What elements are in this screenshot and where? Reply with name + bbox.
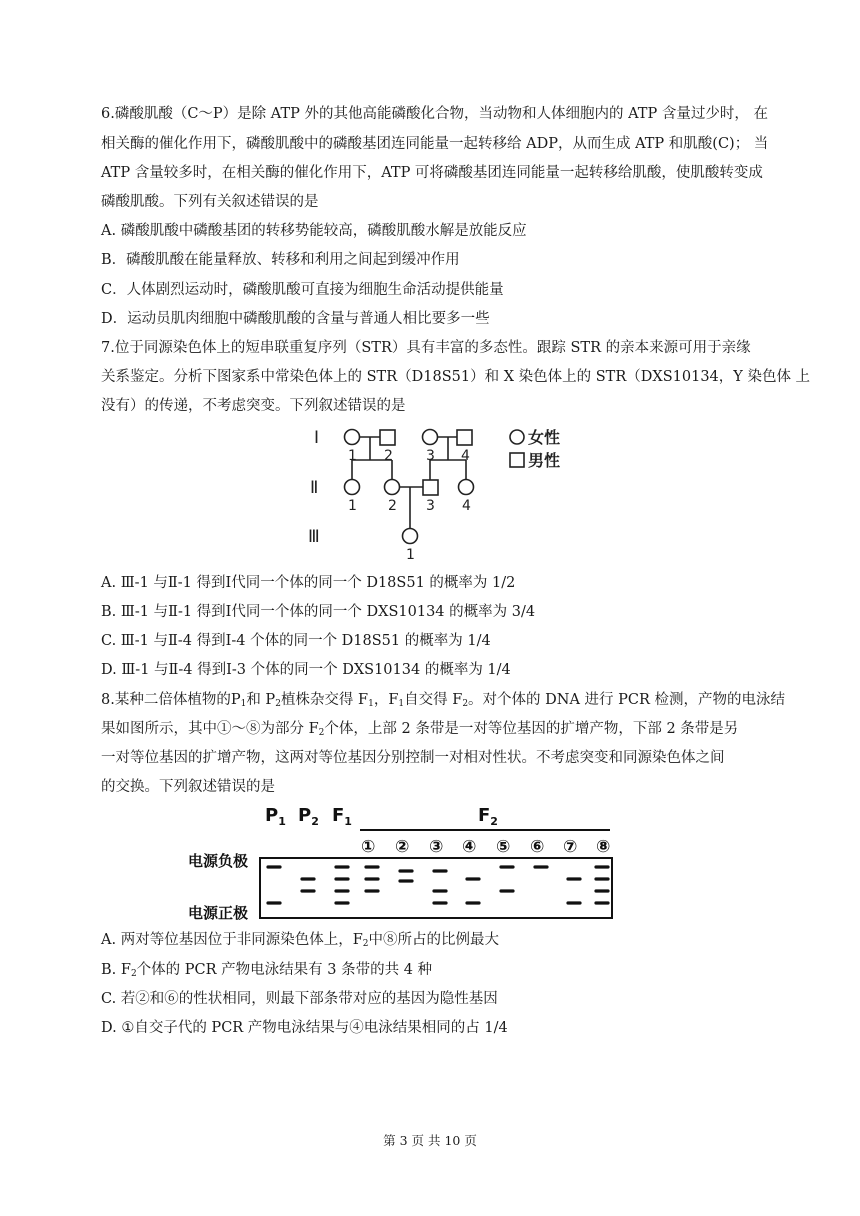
pedigree-female-I-1	[345, 430, 360, 445]
gel-label-p1: $P_1$	[265, 805, 286, 828]
legend-male-icon	[510, 453, 524, 467]
page-footer: 第 3 页 共 10 页	[383, 1133, 477, 1148]
gen1-num-3: 3	[426, 448, 435, 464]
q6-option-c: C．人体剧烈运动时，磷酸肌酸可直接为细胞生命活动提供能量	[101, 282, 504, 298]
q6-stem-line-3: ATP 含量较多时，在相关酶的催化作用下，ATP 可将磷酸基团连同能量一起转移给肌酸，使肌酸转变成	[101, 165, 763, 181]
lane-label-3: ③	[429, 837, 444, 857]
q8-stem-line-4: 的交换。下列叙述错误的是	[101, 779, 275, 795]
q6-option-d: D．运动员肌肉细胞中磷酸肌酸的含量与普通人相比要多一些	[101, 311, 490, 327]
gen1-num-4: 4	[461, 448, 470, 464]
neg-pole-label: 电源负极	[188, 852, 249, 870]
q6-option-a: A. 磷酸肌酸中磷酸基团的转移势能较高，磷酸肌酸水解是放能反应	[101, 223, 527, 239]
q7-stem-line-2: 关系鉴定。分析下图家系中常染色体上的 STR（D18S51）和 X 染色体上的 STR（DXS10134，Y 染色体 上	[101, 369, 811, 385]
gen-label-2: Ⅱ	[310, 478, 319, 498]
gel-diagram	[180, 800, 620, 925]
q7-option-c: C. Ⅲ-1 与Ⅱ-4 得到Ⅰ-4 个体的同一个 D18S51 的概率为 1/4	[101, 633, 491, 649]
gel-frame	[260, 858, 612, 918]
pedigree-male-II-3	[423, 480, 438, 495]
q7-option-a: A. Ⅲ-1 与Ⅱ-1 得到Ⅰ代同一个体的同一个 D18S51 的概率为 1/2	[101, 575, 516, 591]
lane-label-7: ⑦	[563, 837, 578, 857]
gen2-num-4: 4	[462, 498, 471, 514]
pedigree-female-I-3	[423, 430, 438, 445]
pos-pole-label: 电源正极	[188, 904, 249, 922]
gen-label-1: Ⅰ	[314, 428, 320, 448]
q8-stem-line-1: 8.某种二倍体植物的$P_1$和 $P_2$植株杂交得 $F_1$，$F_1$自交得 $F_2$。对个体的 DNA 进行 PCR 检测，产物的电泳结	[101, 692, 786, 709]
pedigree-female-III-1	[403, 529, 418, 544]
q8-option-d: D. ①自交子代的 PCR 产物电泳结果与④电泳结果相同的占 1/4	[101, 1020, 508, 1036]
lane-label-4: ④	[462, 837, 477, 857]
gel-label-f1: $F_1$	[332, 805, 352, 828]
q8-stem-line-3: 一对等位基因的扩增产物，这两对等位基因分别控制一对相对性状。不考虑突变和同源染色体之间	[101, 750, 725, 766]
lane-label-2: ②	[395, 837, 410, 857]
pedigree-female-II-2	[385, 480, 400, 495]
q7-option-b: B. Ⅲ-1 与Ⅱ-1 得到Ⅰ代同一个体的同一个 DXS10134 的概率为 3/4	[101, 604, 536, 620]
pedigree-diagram	[300, 420, 580, 565]
pedigree-female-II-1	[345, 480, 360, 495]
gen-label-3: Ⅲ	[308, 527, 320, 547]
gel-label-f2: $F_2$	[478, 805, 498, 828]
lane-label-6: ⑥	[530, 837, 545, 857]
legend-male-label: 男性	[528, 451, 561, 470]
gen2-num-3: 3	[426, 498, 435, 514]
gel-label-p2: $P_2$	[298, 805, 319, 828]
gen1-num-2: 2	[384, 448, 393, 464]
legend-female-label: 女性	[528, 428, 561, 447]
lane-label-5: ⑤	[496, 837, 511, 857]
gen1-num-1: 1	[348, 448, 357, 464]
q7-option-d: D. Ⅲ-1 与Ⅱ-4 得到Ⅰ-3 个体的同一个 DXS10134 的概率为 1/4	[101, 662, 511, 678]
q6-stem-line-2: 相关酶的催化作用下，磷酸肌酸中的磷酸基团连同能量一起转移给 ADP，从而生成 ATP 和肌酸(C)； 当	[101, 136, 769, 152]
legend-female-icon	[510, 430, 524, 444]
q7-stem-line-3: 没有）的传递，不考虑突变。下列叙述错误的是	[101, 398, 406, 414]
pedigree-male-I-4	[457, 430, 472, 445]
pedigree-female-II-4	[459, 480, 474, 495]
gen2-num-2: 2	[388, 498, 397, 514]
q6-stem-line-1: 6.磷酸肌酸（C～P）是除 ATP 外的其他高能磷酸化合物，当动物和人体细胞内的 ATP 含量过少时， 在	[101, 106, 768, 122]
q8-option-c: C. 若②和⑥的性状相同，则最下部条带对应的基因为隐性基因	[101, 991, 498, 1007]
q6-stem-line-4: 磷酸肌酸。下列有关叙述错误的是	[101, 194, 319, 210]
q8-stem-line-2: 果如图所示，其中①～⑧为部分 $F_2$个体，上部 2 条带是一对等位基因的扩增产物，下部 2 条带是另	[101, 721, 739, 738]
gen3-num-1: 1	[406, 547, 415, 563]
q7-stem-line-1: 7.位于同源染色体上的短串联重复序列（STR）具有丰富的多态性。跟踪 STR 的亲本来源可用于亲缘	[101, 340, 751, 356]
q8-option-b: B. $F_2$个体的 PCR 产物电泳结果有 3 条带的共 4 种	[101, 962, 433, 979]
lane-label-8: ⑧	[596, 837, 611, 857]
q8-option-a: A. 两对等位基因位于非同源染色体上，$F_2$中⑧所占的比例最大	[101, 932, 499, 949]
lane-label-1: ①	[361, 837, 376, 857]
q6-option-b: B．磷酸肌酸在能量释放、转移和利用之间起到缓冲作用	[101, 252, 460, 268]
gen2-num-1: 1	[348, 498, 357, 514]
pedigree-male-I-2	[380, 430, 395, 445]
